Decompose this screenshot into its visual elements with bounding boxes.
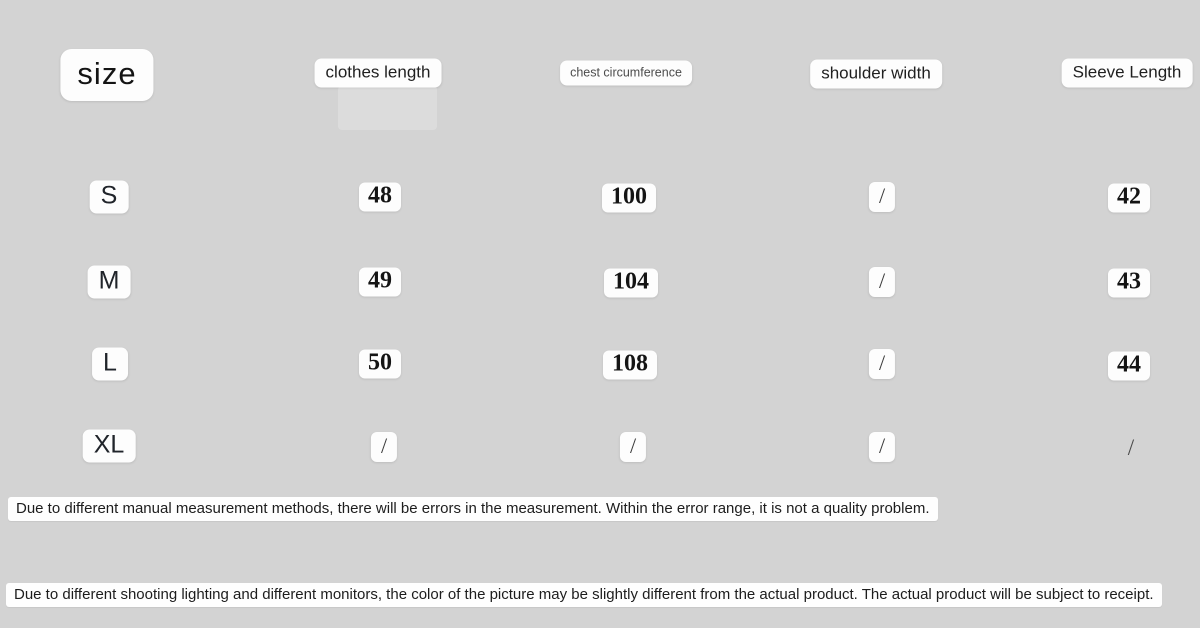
ghost-artifact [338, 86, 437, 130]
row-l-shoulder-width: / [869, 349, 895, 379]
row-m-chest-circumference: 104 [604, 269, 658, 298]
row-xl-chest-circumference: / [620, 432, 646, 462]
column-header-clothes-length: clothes length [315, 59, 442, 88]
column-header-shoulder-width: shoulder width [810, 60, 942, 89]
row-xl-clothes-length: / [371, 432, 397, 462]
row-xl-sleeve-length: / [1127, 435, 1135, 460]
column-header-sleeve-length: Sleeve Length [1062, 59, 1193, 88]
column-header-chest-circumference: chest circumference [560, 61, 692, 86]
measurement-disclaimer: Due to different manual measurement methods, there will be errors in the measurement. Within the error range, it is not a quality problem. [8, 497, 938, 521]
row-s-size-label: S [90, 181, 129, 214]
row-l-size-label: L [92, 348, 128, 381]
row-m-sleeve-length: 43 [1108, 269, 1150, 298]
column-header-size: size [60, 49, 153, 101]
row-l-sleeve-length: 44 [1108, 352, 1150, 381]
row-s-clothes-length: 48 [359, 183, 401, 212]
row-s-chest-circumference: 100 [602, 184, 656, 213]
color-disclaimer: Due to different shooting lighting and different monitors, the color of the picture may be slightly different from the actual product. The actual product will be subject to receipt. [6, 583, 1162, 607]
row-s-shoulder-width: / [869, 182, 895, 212]
row-l-clothes-length: 50 [359, 350, 401, 379]
row-l-chest-circumference: 108 [603, 351, 657, 380]
row-s-sleeve-length: 42 [1108, 184, 1150, 213]
row-xl-size-label: XL [83, 430, 136, 463]
row-m-clothes-length: 49 [359, 268, 401, 297]
row-m-size-label: M [88, 266, 131, 299]
row-xl-shoulder-width: / [869, 432, 895, 462]
row-m-shoulder-width: / [869, 267, 895, 297]
